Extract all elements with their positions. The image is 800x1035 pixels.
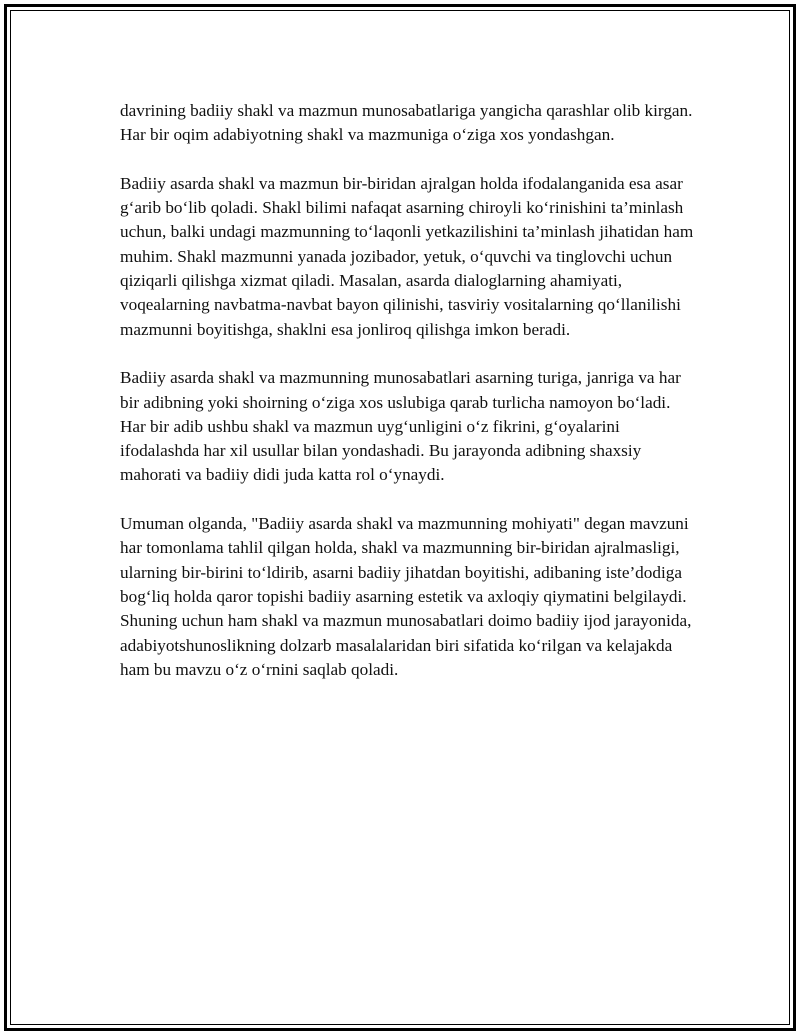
page-border xyxy=(4,4,796,1031)
paragraph-4: Umuman olganda, "Badiiy asarda shakl va mazmunning mohiyati" degan mavzuni har tomonlama tahlil qilgan holda, shakl va mazmunning bir-biridan ajralmasligi, ularning bir-birini to‘ldirib, asarni badiiy jihatdan boyitishi, adibaning iste’dodiga bog‘liq holda qaror topishi badiiy asarning estetik va axloqiy qiymatini belgilaydi. Shuning uchun ham shakl va mazmun munosabatlari doimo badiiy ijod jarayonida, adabiyotshunoslikning dolzarb masalalaridan biri sifatida ko‘rilgan va kelajakda ham bu mavzu o‘z o‘rnini saqlab qoladi. xyxy=(120,514,692,679)
paragraph-1: davrining badiiy shakl va mazmun munosabatlariga yangicha qarashlar olib kirgan. Har bir oqim adabiyotning shakl va mazmuniga o‘ziga xos yondashgan. xyxy=(120,101,693,145)
paragraph-3: Badiiy asarda shakl va mazmunning munosabatlari asarning turiga, janriga va har bir adibning yoki shoirning o‘ziga xos uslubiga qarab turlicha namoyon bo‘ladi. Har bir adib ushbu shakl va mazmun uyg‘unligini o‘z fikrini, g‘oyalarini ifodalashda har xil usullar bilan yondashadi. Bu jarayonda adibning shaxsiy mahorati va badiiy didi juda katta rol o‘ynaydi. xyxy=(120,368,681,485)
paragraph-2: Badiiy asarda shakl va mazmun bir-biridan ajralgan holda ifodalanganida esa asar g‘arib bo‘lib qoladi. Shakl bilimi nafaqat asarning chiroyli ko‘rinishini ta’minlash uchun, balki undagi mazmunning to‘laqonli yetkazilishini ta’minlash jihatidan ham muhim. Shakl mazmunni yanada jozibador, yetuk, o‘quvchi va tinglovchi uchun qiziqarli qilishga xizmat qiladi. Masalan, asarda dialoglarning ahamiyati, voqealarning navbatma-navbat bayon qilinishi, tasviriy vositalarning qo‘llanilishi mazmunni boyitishga, shaklni esa jonliroq qilishga imkon beradi. xyxy=(120,173,694,339)
document-body xyxy=(120,99,700,706)
